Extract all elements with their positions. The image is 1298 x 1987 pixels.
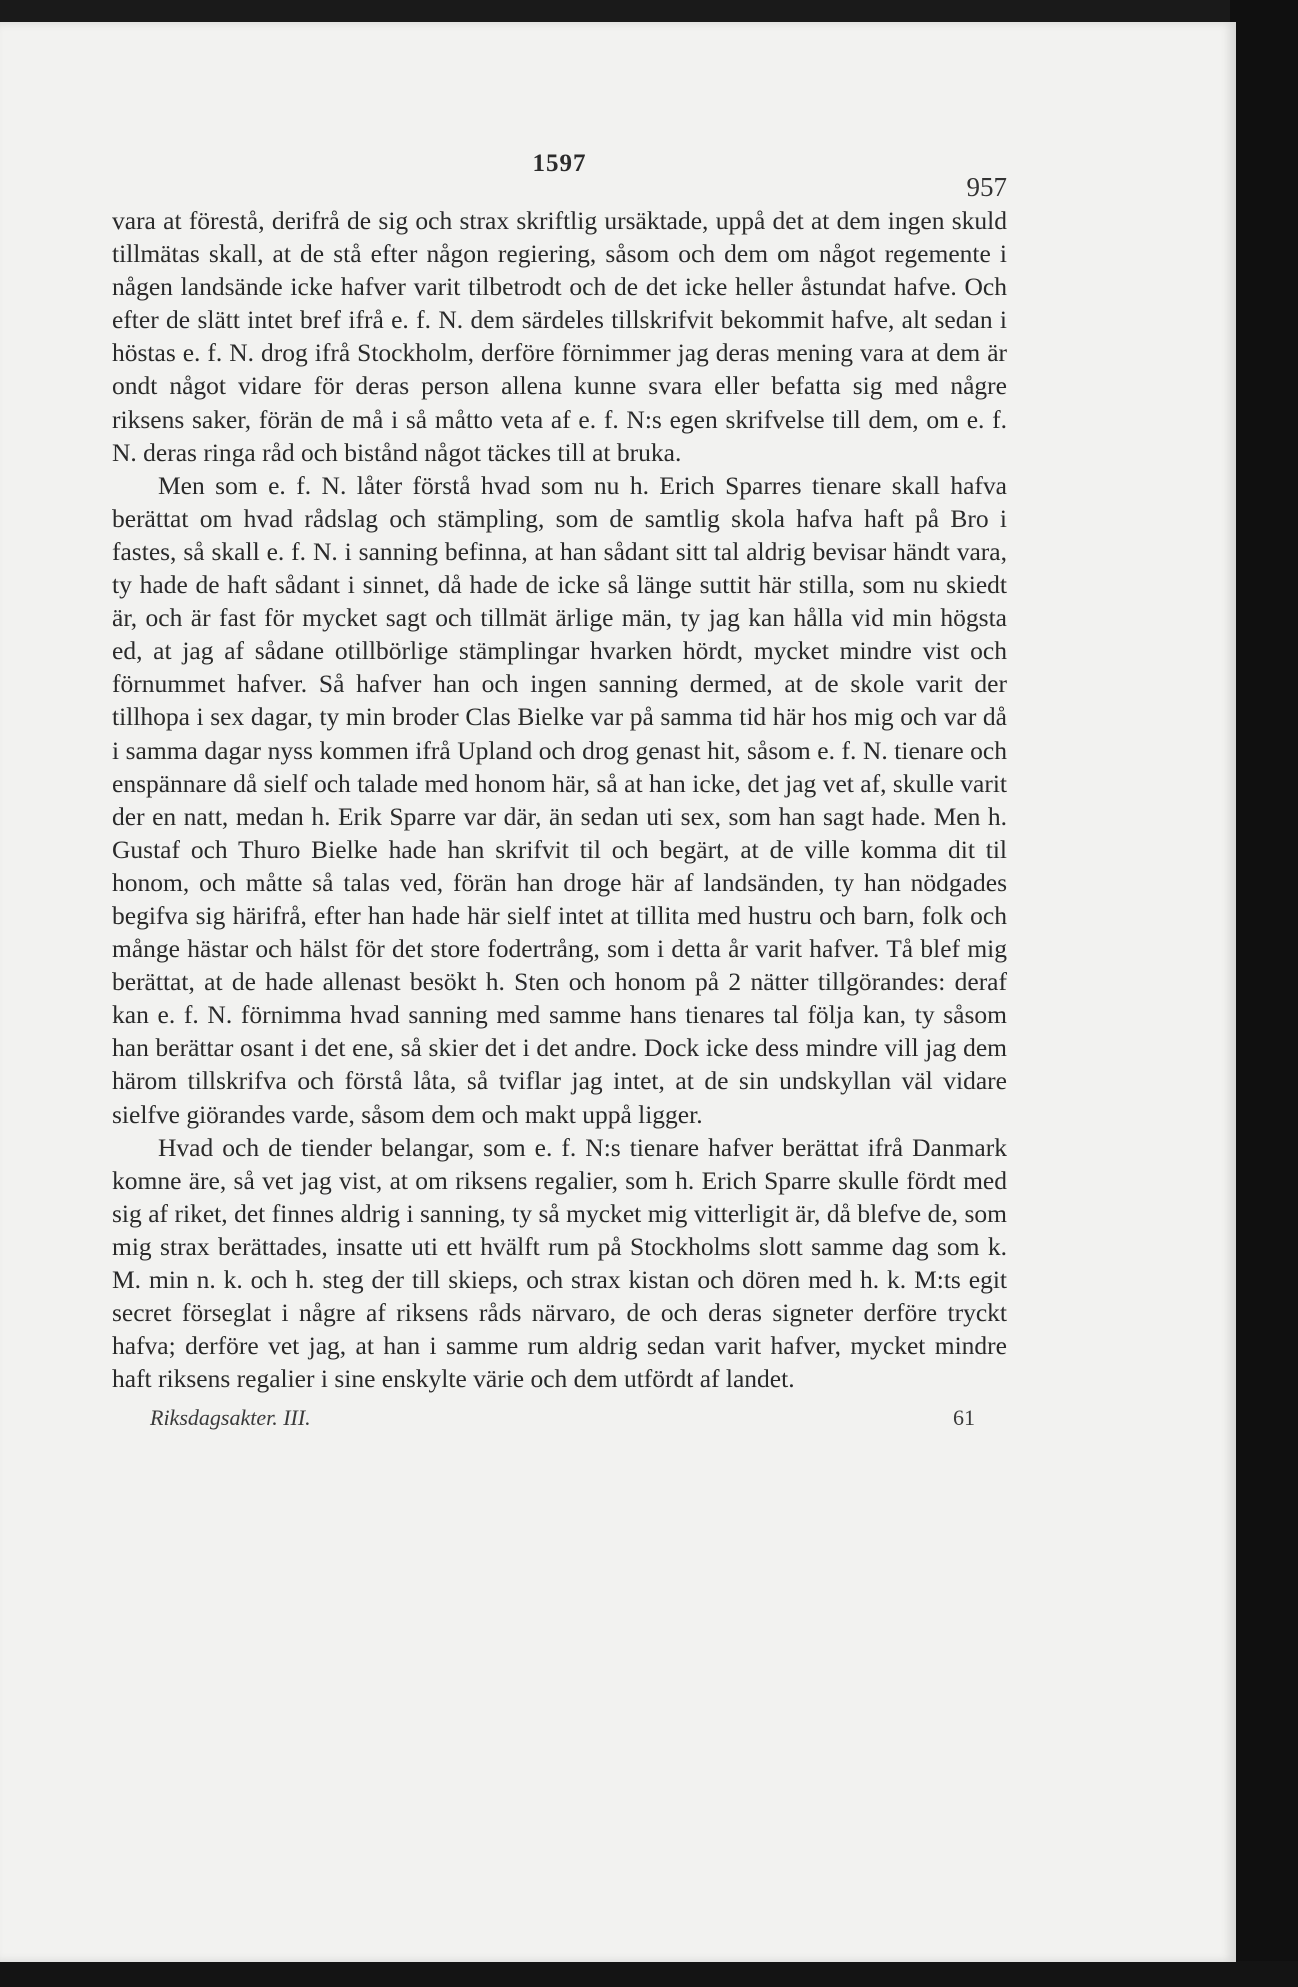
- page-number: 957: [966, 172, 1007, 202]
- paragraph-3: Hvad och de tiender belangar, som e. f. N:s tienare hafver berättat ifrå Danmark komne äre, så vet jag vist, at om riksens regalier, som h. Erich Sparre skulle fördt med sig af riket, det finnes aldrig i sanning, ty så mycket mig vitterligit är, då blefve de, som mig strax berättades, insatte uti ett hvälft rum på Stockholms slott samme dag som k. M. min n. k. och h. steg der till skieps, och strax kistan och dören med h. k. M:ts egit secret förseglat i någre af riksens råds närvaro, de och deras signeter derföre tryckt hafva; derföre vet jag, at han i samme rum aldrig sedan varit hafver, mycket mindre haft riksens regalier i sine enskylte värie och dem utfördt af landet.: [112, 1132, 1007, 1394]
- series-title: Riksdagsakter. III.: [150, 1405, 311, 1431]
- page-footer: [112, 1401, 1007, 1435]
- paragraph-1: vara at förestå, derifrå de sig och strax skriftlig ursäktade, uppå det at dem ingen skuld tillmätas skall, at de stå efter någon regiering, såsom och dem om något regemente i någen landsände icke hafver varit tilbetrodt och de det icke heller åstundat hafve. Och efter de slätt intet bref ifrå e. f. N. dem särdeles tillskrifvit bekommit hafve, alt sedan i höstas e. f. N. drog ifrå Stockholm, derföre förnimmer jag deras mening vara at dem är ondt något vidare för deras person allena kunne svara eller befatta sig med någre riksens saker, förän de må i så måtto veta af e. f. N:s egen skrifvelse till dem, om e. f. N. deras ringa råd och bistånd något täckes till at bruka.: [112, 206, 1007, 467]
- scan-border-top: [0, 0, 1298, 24]
- scan-border-right: [1230, 0, 1298, 1987]
- sheet-signature: 61: [953, 1405, 975, 1431]
- running-header: [112, 150, 1007, 200]
- scan-border-bottom: [0, 1961, 1298, 1987]
- body-text: [112, 204, 1007, 1395]
- paragraph-2: Men som e. f. N. låter förstå hvad som nu h. Erich Sparres tienare skall hafva berättat om hvad rådslag och stämpling, som de samtlig skola hafva haft på Bro i fastes, så skall e. f. N. i sanning befinna, at han sådant sitt tal aldrig bevisar händt vara, ty hade de haft sådant i sinnet, då hade de icke så länge suttit här stilla, som nu skiedt är, och är fast för mycket sagt och tillmät ärlige män, ty jag kan hålla vid min högsta ed, at jag af sådane otillbörlige stämplingar hvarken hördt, mycket mindre vist och förnummet hafver. Så hafver han och ingen sanning dermed, at de skole varit der tillhopa i sex dagar, ty min broder Clas Bielke var på samma tid här hos mig och var då i samma dagar nyss kommen ifrå Upland och drog genast hit, såsom e. f. N. tienare och enspännare då sielf och talade med honom här, så at han icke, det jag vet af, skulle varit der en natt, medan h. Erik Sparre var där, än sedan uti sex, som han sagt hade. Men h. Gustaf och Thuro Bielke hade han skrifvit til och begärt, at de ville komma dit til honom, och måtte så talas ved, förän han droge här af landsänden, ty han nödgades begifva sig härifrå, efter han hade här sielf intet at tillita med hustru och barn, folk och månge hästar och hälst för det store fodertrång, som i detta år varit hafver. Tå blef mig berättat, at de hade allenast besökt h. Sten och honom på 2 nätter tillgörandes: deraf kan e. f. N. förnimma hvad sanning med samme hans tienares tal följa kan, ty såsom han berättar osant i det ene, så skier det i det andre. Dock icke dess mindre vill jag dem härom tillskrifva och förstå låta, så tviflar jag intet, at de sin undskyllan väl vidare sielfve giörandes varde, såsom dem och makt uppå ligger.: [112, 470, 1007, 1129]
- page-content: [112, 150, 1007, 1435]
- document-page: [0, 22, 1236, 1962]
- header-year: 1597: [532, 150, 587, 177]
